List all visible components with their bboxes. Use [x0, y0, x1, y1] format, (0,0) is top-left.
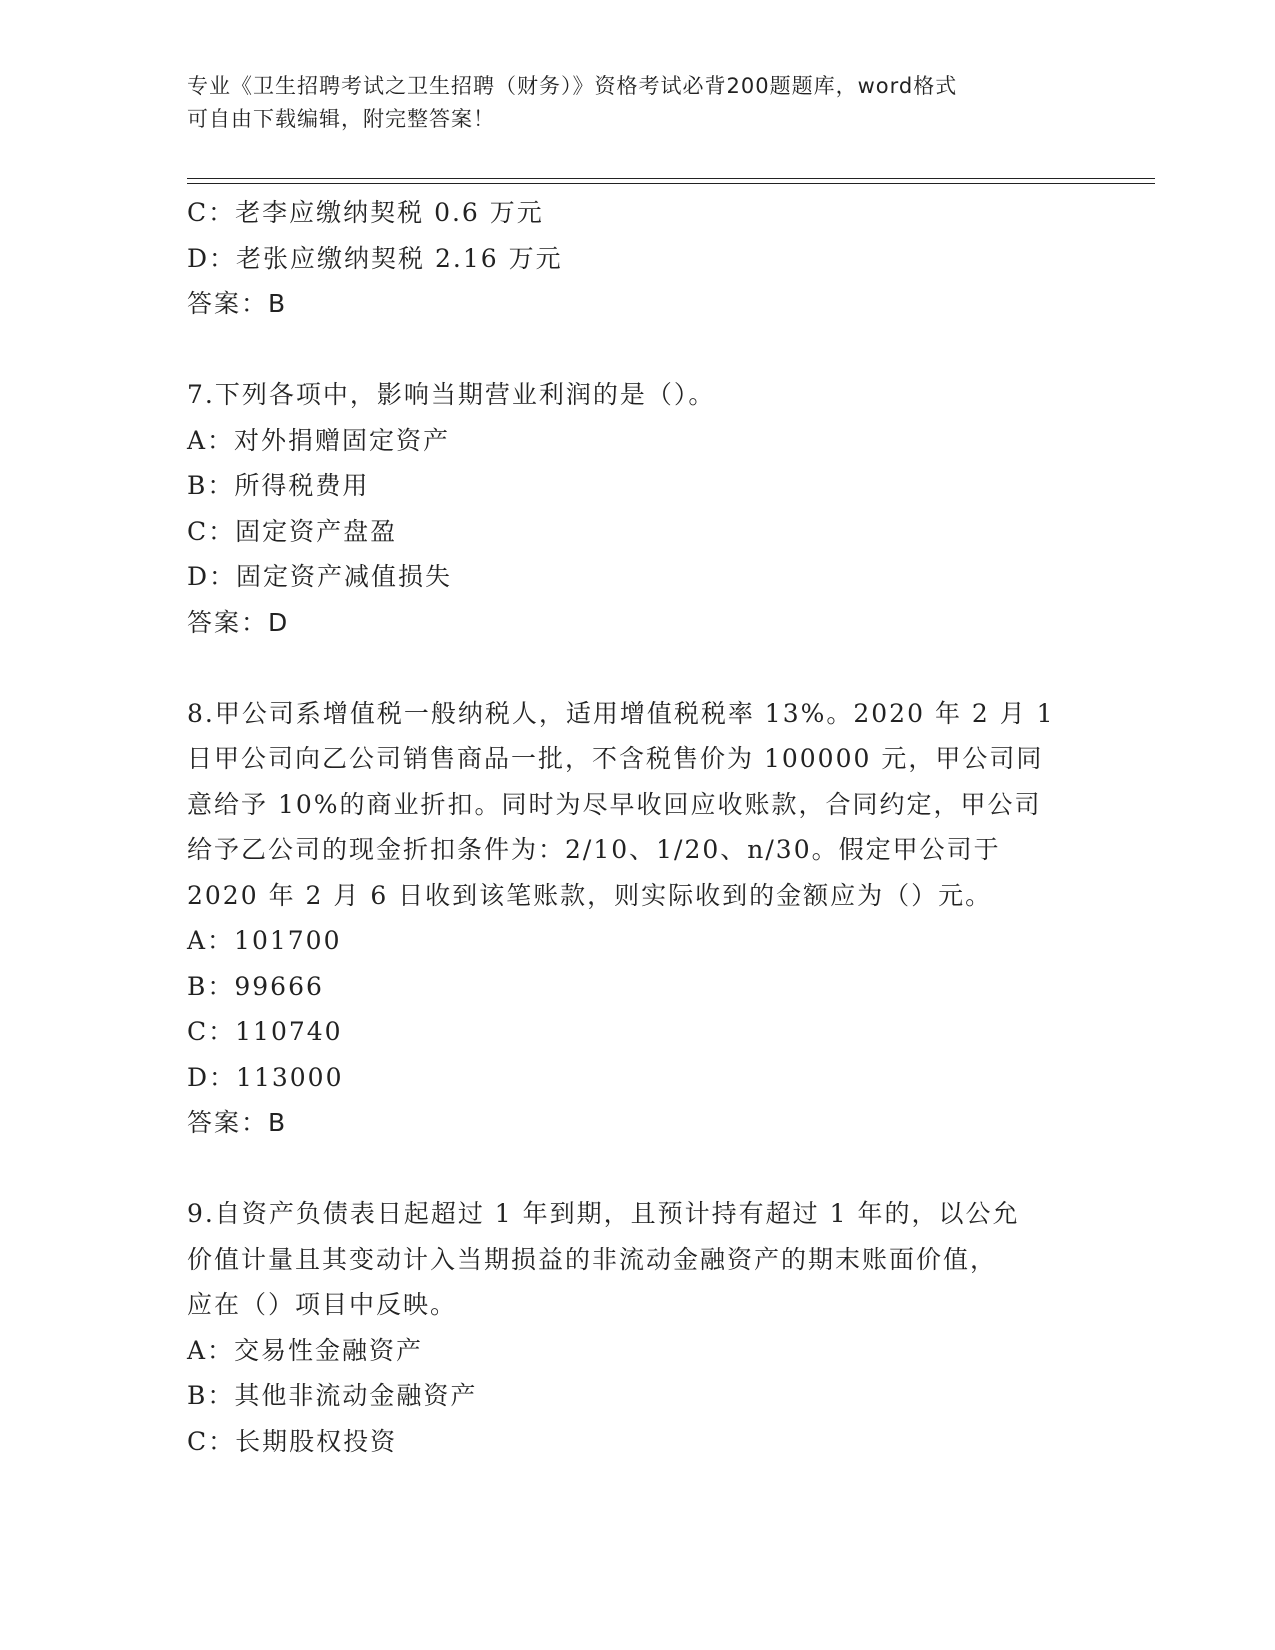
question-stem: 7.下列各项中，影响当期营业利润的是（）。 [187, 380, 716, 409]
question-content [187, 190, 1087, 1464]
option-c: C：固定资产盘盈 [187, 516, 398, 546]
option-d: D：固定资产减值损失 [187, 562, 453, 591]
spacer [187, 327, 1087, 373]
question-8 [187, 691, 1087, 1146]
question-stem-line: 意给予 10%的商业折扣。同时为尽早收回应收账款，合同约定，甲公司 [187, 789, 1042, 819]
option-c: C：长期股权投资 [187, 1426, 398, 1456]
question-stem-line: 给予乙公司的现金折扣条件为：2/10、1/20、n/30。假定甲公司于 [187, 835, 1001, 864]
option-a: A：101700 [187, 926, 342, 955]
question-stem-line: 9.自资产负债表日起超过 1 年到期，且预计持有超过 1 年的，以公允 [187, 1199, 1020, 1228]
question-stem-line: 价值计量且其变动计入当期损益的非流动金融资产的期末账面价值， [187, 1244, 998, 1274]
option-a: A：对外捐赠固定资产 [187, 425, 451, 455]
lead-block [187, 190, 1087, 327]
answer: 答案：B [187, 289, 288, 318]
question-stem-line: 2020 年 2 月 6 日收到该笔账款，则实际收到的金额应为（）元。 [187, 880, 993, 910]
answer: 答案：D [187, 607, 290, 637]
header-line-2: 可自由下载编辑，附完整答案！ [187, 107, 495, 131]
header-rule-bottom [187, 183, 1155, 184]
option-b: B：其他非流动金融资产 [187, 1381, 478, 1410]
document-header [187, 70, 1087, 136]
header-line-1: 专业《卫生招聘考试之卫生招聘（财务）》资格考试必背200题题库，word格式 [187, 74, 958, 98]
answer: 答案：B [187, 1108, 288, 1137]
question-stem-line: 应在（）项目中反映。 [187, 1290, 458, 1319]
question-7 [187, 372, 1087, 645]
option-b: B：所得税费用 [187, 471, 370, 500]
option-d: D：老张应缴纳契税 2.16 万元 [187, 243, 563, 273]
spacer [187, 1146, 1087, 1192]
question-9 [187, 1191, 1087, 1464]
spacer [187, 645, 1087, 691]
option-a: A：交易性金融资产 [187, 1335, 424, 1365]
option-d: D：113000 [187, 1062, 344, 1092]
option-b: B：99666 [187, 971, 324, 1001]
option-c: C：老李应缴纳契税 0.6 万元 [187, 198, 544, 227]
option-c: C：110740 [187, 1017, 343, 1046]
question-stem-line: 8.甲公司系增值税一般纳税人，适用增值税税率 13%。2020 年 2 月 1 [187, 698, 1055, 728]
question-stem-line: 日甲公司向乙公司销售商品一批，不含税售价为 100000 元，甲公司同 [187, 744, 1044, 773]
header-rule-top [187, 178, 1155, 179]
